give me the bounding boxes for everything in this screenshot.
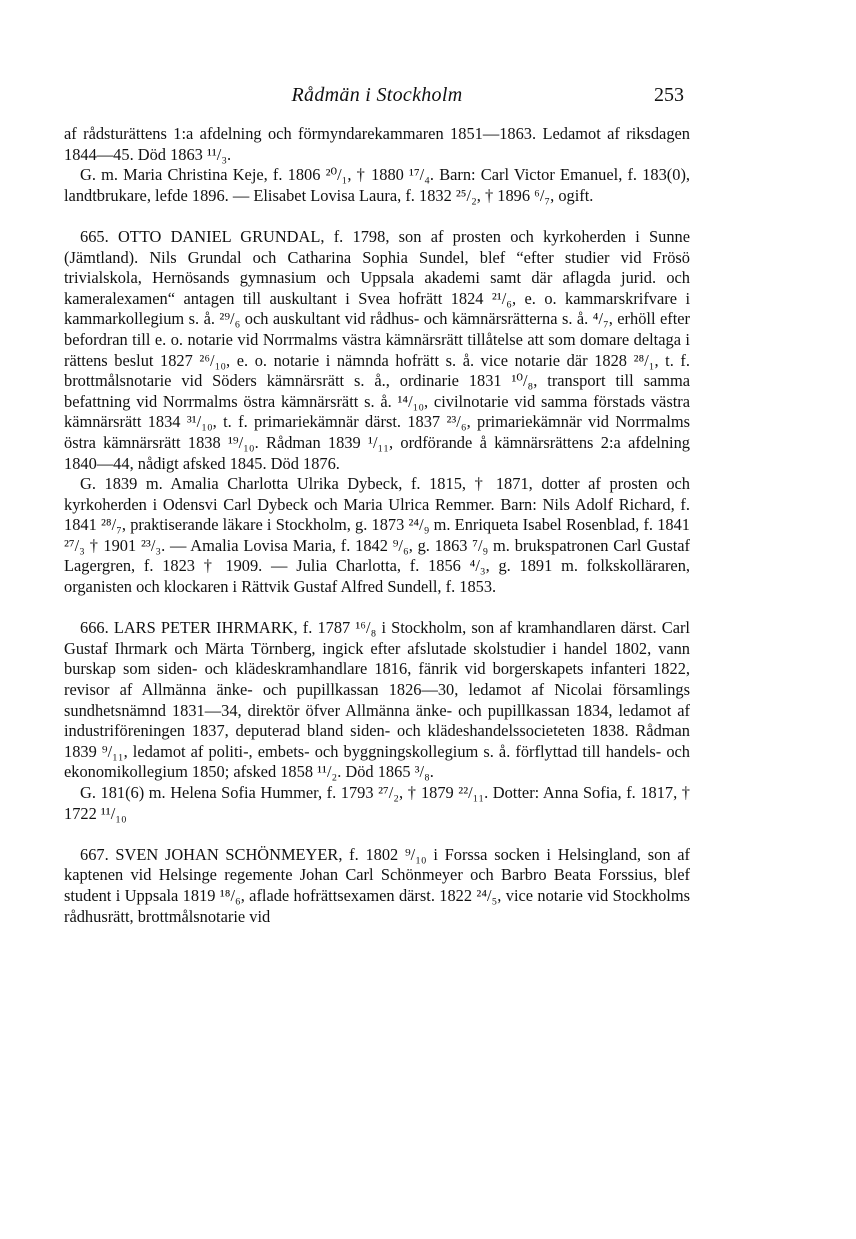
entry-667-schonmeyer: 667. SVEN JOHAN SCHÖNMEYER, f. 1802 ⁹/₁₀ i Forssa socken i Helsingland, son af kaptenen vid Helsinge regemente Johan Carl Schönmeyer och Barbro Beata Forssius, blef student i Uppsala 1819 ¹⁸/₆, aflade hofrättsexamen därst. 1822 ²⁴/₅, vice notarie vid Stockholms rådhusrätt, brottmålsnotarie vid <box>64 844 690 926</box>
page-title: Rådmän i Stockholm <box>291 84 463 106</box>
entry-666-ihrmark: 666. LARS PETER IHRMARK, f. 1787 ¹⁶/₈ i Stockholm, son af kramhandlaren därst. Carl Gustaf Ihrmark och Märta Törnberg, ingick efter afslutade skolstudier i handel 1802, vann burskap som siden- och klädeskramhandlare 1816, fänrik vid borgerskapets infanteri 1822, revisor af Allmänna änke- och pupillkassan 1826—30, ledamot af Nicolai församlings sundhetsnämnd 1831—34, direktör öfver Allmänna änke- och pupillkassan 1834, ledamot af industriföreningen 1837, deputerad bland siden- och klädeshandelssocieteten 1838. Rådman 1839 ⁹/₁₁, ledamot af politi-, embets- och byggningskollegium s. å. förflyttad till handels- och ekonomikollegium 1850; afsked 1858 ¹¹/₂. Död 1865 ³/₈. <box>64 618 690 782</box>
page-body <box>64 124 690 927</box>
page-number: 253 <box>654 84 684 106</box>
paragraph-rasdsturatten: af rådsturättens 1:a afdelning och förmyndarekammaren 1851—1863. Ledamot af riksdagen 1844—45. Död 1863 ¹¹/₃. <box>64 124 690 164</box>
paragraph-marriage-keje: G. m. Maria Christina Keje, f. 1806 ²⁰/₁, † 1880 ¹⁷/₄. Barn: Carl Victor Emanuel, f. 183(0), landtbrukare, lefde 1896. — Elisabet Lovisa Laura, f. 1832 ²⁵/₂, † 1896 ⁶/₇, ogift. <box>64 165 690 205</box>
paragraph-marriage-hummer: G. 181(6) m. Helena Sofia Hummer, f. 1793 ²⁷/₂, † 1879 ²²/₁₁. Dotter: Anna Sofia, f. 1817, † 1722 ¹¹/₁₀ <box>64 783 690 823</box>
running-header <box>64 84 690 114</box>
paragraph-marriage-dybeck: G. 1839 m. Amalia Charlotta Ulrika Dybeck, f. 1815, † 1871, dotter af prosten och kyrkoherden i Odensvi Carl Dybeck och Maria Ulrica Remmer. Barn: Nils Adolf Richard, f. 1841 ²⁸/₇, praktiserande läkare i Stockholm, g. 1873 ²⁴/₉ m. Enriqueta Isabel Rosenblad, f. 1841 ²⁷/₃ † 1901 ²³/₃. — Amalia Lovisa Maria, f. 1842 ⁹/₆, g. 1863 ⁷/₉ m. brukspatronen Carl Gustaf Lagergren, f. 1823 † 1909. — Julia Charlotta, f. 1856 ⁴/₃, g. 1891 m. folkskolläraren, organisten och klockaren i Rättvik Gustaf Alfred Sundell, f. 1853. <box>64 474 690 597</box>
entry-665-grundal: 665. OTTO DANIEL GRUNDAL, f. 1798, son af prosten och kyrkoherden i Sunne (Jämtland). Nils Grundal och Catharina Sophia Sundel, blef “efter studier vid Frösö trivialskola, Hernösands gymnasium och Uppsala akademi samt där aflagda jurid. och kameralexamen“ antagen till auskultant i Svea hofrätt 1824 ²¹/₆, e. o. kammarskrifvare i kammarkollegium s. å. ²⁹/₆ och auskultant vid rådhus- och kämnärsrätterna s. å. ⁴/₇, erhöll efter befordran till e. o. notarie vid Norrmalms västra kämnärsrätt tillåtelse att som domare deltaga i rättens beslut 1827 ²⁶/₁₀, e. o. notarie i nämnda hofrätt s. å. vice notarie där 1828 ²⁸/₁, t. f. brottmålsnotarie vid Söders kämnärsrätt s. å., ordinarie 1831 ¹⁰/₈, transport till samma befattning vid Norrmalms östra kämnärsrätt s. å. ¹⁴/₁₀, civilnotarie vid samma förstads västra kämnärsrätt 1834 ³¹/₁₀, t. f. primariekämnär därst. 1837 ²³/₆, primariekämnär vid Norrmalms östra kämnärsrätt 1838 ¹⁹/₁₀. Rådman 1839 ¹/₁₁, ordförande å kämnärsrättens 2:a afdelning 1840—44, nådigt afsked 1845. Död 1876. <box>64 226 690 473</box>
